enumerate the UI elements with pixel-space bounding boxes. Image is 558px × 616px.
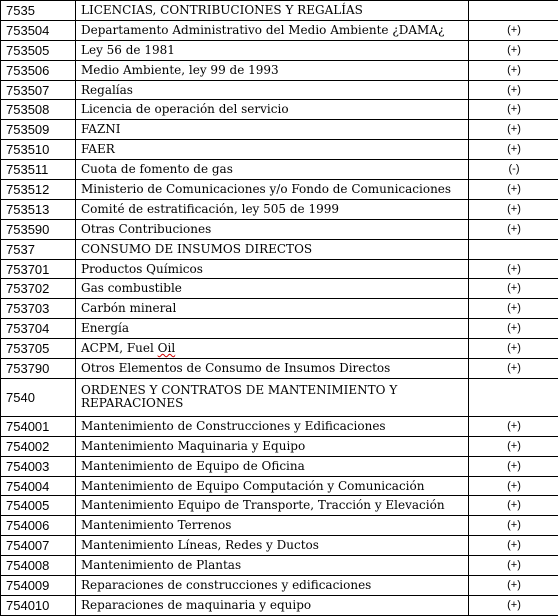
account-description: Mantenimiento de Equipo Computación y Comunicación <box>76 476 469 496</box>
account-code: 754001 <box>1 416 76 436</box>
account-description: Reparaciones de maquinaria y equipo <box>76 595 469 615</box>
account-sign: (+) <box>469 456 558 476</box>
account-description: Departamento Administrativo del Medio Ambiente ¿DAMA¿ <box>76 20 469 40</box>
account-sign: (+) <box>469 80 558 100</box>
account-code: 753511 <box>1 160 76 180</box>
account-sign: (+) <box>469 416 558 436</box>
account-description: Ley 56 de 1981 <box>76 40 469 60</box>
account-sign: (+) <box>469 40 558 60</box>
account-code: 753702 <box>1 279 76 299</box>
account-description: Mantenimiento Terrenos <box>76 516 469 536</box>
account-description: Carbón mineral <box>76 299 469 319</box>
account-sign: (+) <box>469 180 558 200</box>
account-sign <box>469 239 558 259</box>
account-sign: (+) <box>469 60 558 80</box>
account-description: Energía <box>76 319 469 339</box>
account-description: Comité de estratificación, ley 505 de 1999 <box>76 199 469 219</box>
account-group-row <box>1 239 558 259</box>
account-row <box>1 279 558 299</box>
account-sign: (+) <box>469 576 558 596</box>
account-row <box>1 576 558 596</box>
account-code: 753510 <box>1 140 76 160</box>
account-sign <box>469 1 558 21</box>
account-sign: (+) <box>469 199 558 219</box>
account-sign: (+) <box>469 595 558 615</box>
account-description <box>76 339 469 359</box>
account-row <box>1 40 558 60</box>
account-description: Cuota de fomento de gas <box>76 160 469 180</box>
account-code: 753509 <box>1 120 76 140</box>
account-sign: (+) <box>469 436 558 456</box>
account-row <box>1 60 558 80</box>
account-description: Mantenimiento de Construcciones y Edificaciones <box>76 416 469 436</box>
account-sign: (+) <box>469 100 558 120</box>
account-sign: (+) <box>469 359 558 379</box>
account-code: 753506 <box>1 60 76 80</box>
account-row <box>1 219 558 239</box>
account-sign: (+) <box>469 536 558 556</box>
account-code: 7537 <box>1 239 76 259</box>
account-row <box>1 416 558 436</box>
account-row <box>1 456 558 476</box>
account-row <box>1 319 558 339</box>
account-description: Mantenimiento Equipo de Transporte, Tracción y Elevación <box>76 496 469 516</box>
account-description-text: ACPM, Fuel <box>81 341 158 355</box>
account-row <box>1 180 558 200</box>
account-description: Ministerio de Comunicaciones y/o Fondo de Comunicaciones <box>76 180 469 200</box>
account-row <box>1 140 558 160</box>
account-description: Mantenimiento Maquinaria y Equipo <box>76 436 469 456</box>
account-row <box>1 160 558 180</box>
account-code: 753704 <box>1 319 76 339</box>
account-description: Regalías <box>76 80 469 100</box>
account-group-row <box>1 378 558 416</box>
account-description: Mantenimiento Líneas, Redes y Ductos <box>76 536 469 556</box>
account-sign: (+) <box>469 339 558 359</box>
account-row <box>1 199 558 219</box>
account-row <box>1 496 558 516</box>
account-code: 753508 <box>1 100 76 120</box>
account-code: 754003 <box>1 456 76 476</box>
account-code: 753705 <box>1 339 76 359</box>
account-sign: (+) <box>469 496 558 516</box>
account-code: 753507 <box>1 80 76 100</box>
account-description: Otros Elementos de Consumo de Insumos Directos <box>76 359 469 379</box>
account-sign: (+) <box>469 299 558 319</box>
account-row <box>1 20 558 40</box>
account-sign: (+) <box>469 319 558 339</box>
account-code: 753512 <box>1 180 76 200</box>
account-sign: (+) <box>469 140 558 160</box>
account-row <box>1 556 558 576</box>
account-row <box>1 100 558 120</box>
account-sign: (+) <box>469 516 558 536</box>
account-row <box>1 80 558 100</box>
account-code: 753703 <box>1 299 76 319</box>
account-row <box>1 339 558 359</box>
account-sign: (+) <box>469 20 558 40</box>
account-description: Medio Ambiente, ley 99 de 1993 <box>76 60 469 80</box>
account-description: FAER <box>76 140 469 160</box>
account-code: 754007 <box>1 536 76 556</box>
account-description: Mantenimiento de Plantas <box>76 556 469 576</box>
account-description: Gas combustible <box>76 279 469 299</box>
account-code: 754010 <box>1 595 76 615</box>
account-code: 753590 <box>1 219 76 239</box>
account-sign: (+) <box>469 120 558 140</box>
account-row <box>1 436 558 456</box>
account-code: 754005 <box>1 496 76 516</box>
account-code: 754004 <box>1 476 76 496</box>
account-code: 7535 <box>1 1 76 21</box>
account-group-row <box>1 1 558 21</box>
account-code: 753513 <box>1 199 76 219</box>
account-sign: (+) <box>469 476 558 496</box>
account-sign: (+) <box>469 259 558 279</box>
account-code: 754008 <box>1 556 76 576</box>
account-code: 753504 <box>1 20 76 40</box>
account-sign: (-) <box>469 160 558 180</box>
account-sign: (+) <box>469 219 558 239</box>
account-description: Mantenimiento de Equipo de Oficina <box>76 456 469 476</box>
account-description: FAZNI <box>76 120 469 140</box>
spellcheck-flagged-word: Oil <box>158 341 176 355</box>
account-code: 7540 <box>1 378 76 416</box>
account-sign: (+) <box>469 556 558 576</box>
account-sign: (+) <box>469 279 558 299</box>
account-row <box>1 120 558 140</box>
account-description: LICENCIAS, CONTRIBUCIONES Y REGALÍAS <box>76 1 469 21</box>
accounts-table-body <box>1 1 558 616</box>
account-code: 753790 <box>1 359 76 379</box>
account-code: 754002 <box>1 436 76 456</box>
account-code: 753701 <box>1 259 76 279</box>
account-code: 753505 <box>1 40 76 60</box>
account-row <box>1 516 558 536</box>
account-row <box>1 536 558 556</box>
account-row <box>1 476 558 496</box>
account-row <box>1 259 558 279</box>
account-description: ORDENES Y CONTRATOS DE MANTENIMIENTO Y REPARACIONES <box>76 378 469 416</box>
account-row <box>1 359 558 379</box>
account-description: Reparaciones de construcciones y edificaciones <box>76 576 469 596</box>
account-description: Licencia de operación del servicio <box>76 100 469 120</box>
account-code: 754006 <box>1 516 76 536</box>
account-description: Otras Contribuciones <box>76 219 469 239</box>
account-code: 754009 <box>1 576 76 596</box>
account-description: Productos Químicos <box>76 259 469 279</box>
account-sign <box>469 378 558 416</box>
account-description: CONSUMO DE INSUMOS DIRECTOS <box>76 239 469 259</box>
account-row <box>1 299 558 319</box>
account-row <box>1 595 558 615</box>
